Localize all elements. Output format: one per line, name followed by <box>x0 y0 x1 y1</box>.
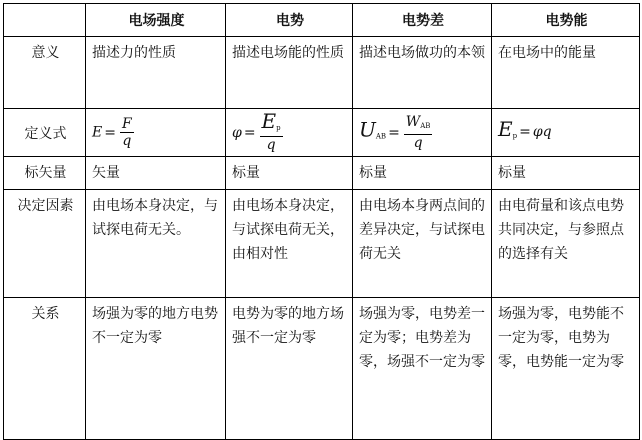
equals-sign: = <box>243 124 256 141</box>
row-relation <box>4 298 640 440</box>
cell-determined-by-3: 由电场本身两点间的差异决定，与试探电荷无关 <box>353 190 492 298</box>
row-definition <box>4 109 640 157</box>
row-label-definition: 定义式 <box>4 109 86 157</box>
formula-1-lhs: E <box>92 124 103 141</box>
cell-meaning-1: 描述力的性质 <box>86 37 226 109</box>
header-field-strength: 电场强度 <box>86 4 226 37</box>
equals-sign: = <box>519 124 531 140</box>
cell-scalar-vector-3: 标量 <box>353 157 492 190</box>
formula-4-lhs-sub: p <box>512 132 518 140</box>
formula-3-lhs-sub: AB <box>375 132 387 141</box>
formula-2-lhs: φ <box>232 124 242 141</box>
cell-meaning-4: 在电场中的能量 <box>492 37 640 109</box>
cell-scalar-vector-4: 标量 <box>492 157 640 190</box>
equals-sign: = <box>104 124 116 141</box>
formula-3-denominator: q <box>413 135 423 151</box>
header-potential-difference: 电势差 <box>353 4 492 37</box>
header-corner <box>4 4 86 37</box>
formula-3-lhs: U <box>359 117 376 142</box>
header-row <box>4 4 640 37</box>
formula-potential <box>226 109 353 157</box>
cell-determined-by-2: 由电场本身决定，与试探电荷无关，由相对性 <box>226 190 353 298</box>
cell-relation-4: 场强为零，电势能不一定为零，电势为零，电势能一定为零 <box>492 298 640 440</box>
row-label-meaning: 意义 <box>4 37 86 109</box>
row-determined-by <box>4 190 640 298</box>
cell-scalar-vector-2: 标量 <box>226 157 353 190</box>
formula-3-numerator: $W_{AB}$ <box>404 114 433 135</box>
formula-1-denominator: q <box>122 133 132 149</box>
formula-2-denominator: q <box>266 136 276 153</box>
header-potential-energy: 电势能 <box>492 4 640 37</box>
formula-1-fraction <box>120 116 134 149</box>
cell-determined-by-4: 由电荷量和该点电势共同决定，与参照点的选择有关 <box>492 190 640 298</box>
cell-meaning-3: 描述电场做功的本领 <box>353 37 492 109</box>
cell-relation-3: 场强为零，电势差一定为零；电势差为零，场强不一定为零 <box>353 298 492 440</box>
formula-2-numerator: $E_p$ <box>260 113 283 137</box>
formula-2-fraction <box>260 108 283 153</box>
equals-sign: = <box>388 124 400 141</box>
formula-3-fraction <box>404 114 433 151</box>
formula-potential-difference <box>353 109 492 157</box>
formula-potential-energy <box>492 109 640 157</box>
cell-determined-by-1: 由电场本身决定，与试探电荷无关。 <box>86 190 226 298</box>
row-label-determined-by: 决定因素 <box>4 190 86 298</box>
row-scalar-vector <box>4 157 640 190</box>
formula-1-numerator: F <box>121 116 132 132</box>
row-label-relation: 关系 <box>4 298 86 440</box>
comparison-table <box>3 3 640 440</box>
row-label-scalar-vector: 标矢量 <box>4 157 86 190</box>
cell-scalar-vector-1: 矢量 <box>86 157 226 190</box>
formula-4-lhs: E <box>498 117 513 141</box>
cell-relation-1: 场强为零的地方电势不一定为零 <box>86 298 226 440</box>
formula-field-strength <box>86 109 226 157</box>
header-potential: 电势 <box>226 4 353 37</box>
cell-meaning-2: 描述电场能的性质 <box>226 37 353 109</box>
row-meaning <box>4 37 640 109</box>
formula-4-rhs: φq <box>532 124 552 140</box>
cell-relation-2: 电势为零的地方场强不一定为零 <box>226 298 353 440</box>
